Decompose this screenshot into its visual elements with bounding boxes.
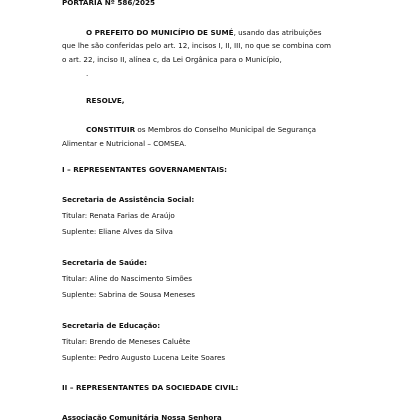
group-assistencia-name: Secretaria de Assistência Social: bbox=[62, 195, 195, 204]
constituir-rest: os Membros do Conselho Municipal de Segurança bbox=[135, 125, 316, 134]
prefeito-lead: O PREFEITO DO MUNICÍPIO DE SUMÉ bbox=[86, 28, 234, 37]
group-saude-titular: Titular: Aline do Nascimento Simões bbox=[62, 274, 192, 283]
constituir-lead: CONSTITUIR bbox=[86, 125, 136, 134]
section-2-partial-line: Associação Comunitária Nossa Senhora bbox=[62, 413, 222, 420]
group-educacao-titular: Titular: Brendo de Meneses Caluête bbox=[62, 337, 191, 346]
preamble-line-3: o art. 22, inciso II, alínea c, da Lei Orgânica para o Município, bbox=[62, 55, 282, 64]
group-educacao-name: Secretaria de Educação: bbox=[62, 321, 161, 330]
group-assistencia-titular: Titular: Renata Farias de Araújo bbox=[62, 211, 175, 220]
constituir-line-2: Alimentar e Nutricional – COMSEA. bbox=[62, 139, 187, 148]
preamble-line-1 bbox=[86, 28, 321, 38]
constituir-line-1 bbox=[86, 125, 316, 135]
partial-next-line-clip bbox=[0, 412, 420, 420]
portaria-title: PORTARIA Nº 586/2025 bbox=[62, 0, 155, 7]
preamble-line-4: . bbox=[86, 69, 89, 78]
group-assistencia-suplente: Suplente: Eliane Alves da Silva bbox=[62, 227, 173, 236]
preamble-line-2: que lhe são conferidas pelo art. 12, incisos I, II, III, no que se combina com bbox=[62, 41, 331, 50]
section-1-heading: I – REPRESENTANTES GOVERNAMENTAIS: bbox=[62, 165, 228, 174]
group-educacao-suplente: Suplente: Pedro Augusto Lucena Leite Soares bbox=[62, 353, 226, 362]
prefeito-rest: , usando das atribuições bbox=[233, 28, 322, 37]
resolve-label: RESOLVE, bbox=[86, 96, 125, 105]
group-saude-name: Secretaria de Saúde: bbox=[62, 258, 147, 267]
group-saude-suplente: Suplente: Sabrina de Sousa Meneses bbox=[62, 290, 196, 299]
section-2-heading: II – REPRESENTANTES DA SOCIEDADE CIVIL: bbox=[62, 383, 239, 392]
